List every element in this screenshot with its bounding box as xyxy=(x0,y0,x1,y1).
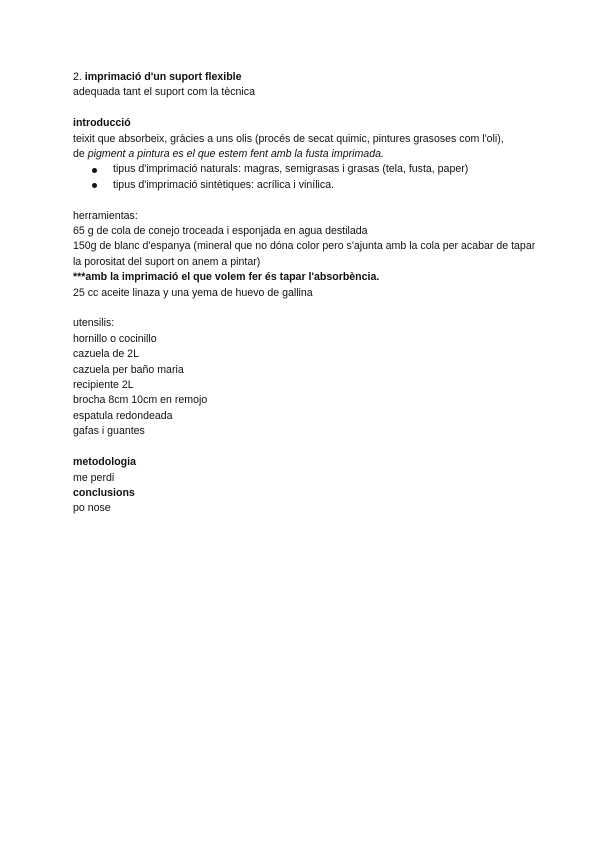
utensil-item: hornillo o cocinillo xyxy=(73,332,157,345)
spacer xyxy=(73,301,543,316)
bullet-item xyxy=(73,178,543,193)
document-body xyxy=(73,70,543,517)
spacer xyxy=(73,440,543,455)
conclusions-text: po nose xyxy=(73,502,111,515)
utensil-item: recipiente 2L xyxy=(73,379,134,392)
utensil-item: brocha 8cm 10cm en remojo xyxy=(73,394,208,407)
intro-line-2-italic: pigment a pintura es el que estem fent amb la fusta imprimada. xyxy=(87,148,384,161)
methodology-title: metodologia xyxy=(73,456,136,469)
bullet-item xyxy=(73,162,543,177)
intro-line-1: teixit que absorbeix, gràcies a uns olis (procés de secat quimic, pintures grasoses com l'oli), xyxy=(73,132,504,145)
tools-note: ***amb la imprimació el que volem fer és tapar l'absorbència. xyxy=(73,271,380,284)
bullet-dot-icon xyxy=(92,168,97,173)
heading-number: 2. xyxy=(73,71,85,83)
tools-line-1: 65 g de cola de conejo troceada i esponjada en agua destilada xyxy=(73,225,368,238)
bullet-dot-icon xyxy=(92,183,97,188)
utensils-title: utensilis: xyxy=(73,317,115,330)
intro-bullet-list xyxy=(73,162,543,193)
tools-title: herramientas: xyxy=(73,209,138,222)
intro-title: introducció xyxy=(73,117,131,130)
utensil-item: espatula redondeada xyxy=(73,409,173,422)
intro-line-2-prefix: de xyxy=(73,148,88,161)
spacer xyxy=(73,193,543,208)
bullet-text: tipus d'imprimació naturals: magras, semigrasas i grasas (tela, fusta, paper) xyxy=(113,163,469,176)
bullet-text: tipus d'imprimació sintètiques: acrílica i vinílica. xyxy=(113,178,335,191)
utensil-item: cazuela de 2L xyxy=(73,348,139,361)
utensil-item: cazuela per baño maria xyxy=(73,363,184,376)
tools-line-2: 150g de blanc d'espanya (mineral que no dóna color pero s'ajunta amb la cola per acabar de tapar la porositat del suport on anem a pintar) xyxy=(73,240,536,268)
heading-title: imprimació d'un suport flexible xyxy=(84,71,242,83)
methodology-text: me perdi xyxy=(73,471,115,484)
conclusions-title: conclusions xyxy=(73,486,135,499)
tools-line-4: 25 cc aceite linaza y una yema de huevo de gallina xyxy=(73,286,313,299)
spacer xyxy=(73,101,543,116)
intro-line-2 xyxy=(73,147,543,162)
utensil-item: gafas i guantes xyxy=(73,425,145,438)
subtitle-text: adequada tant el suport com la tècnica xyxy=(73,86,255,99)
section-heading xyxy=(73,70,543,85)
